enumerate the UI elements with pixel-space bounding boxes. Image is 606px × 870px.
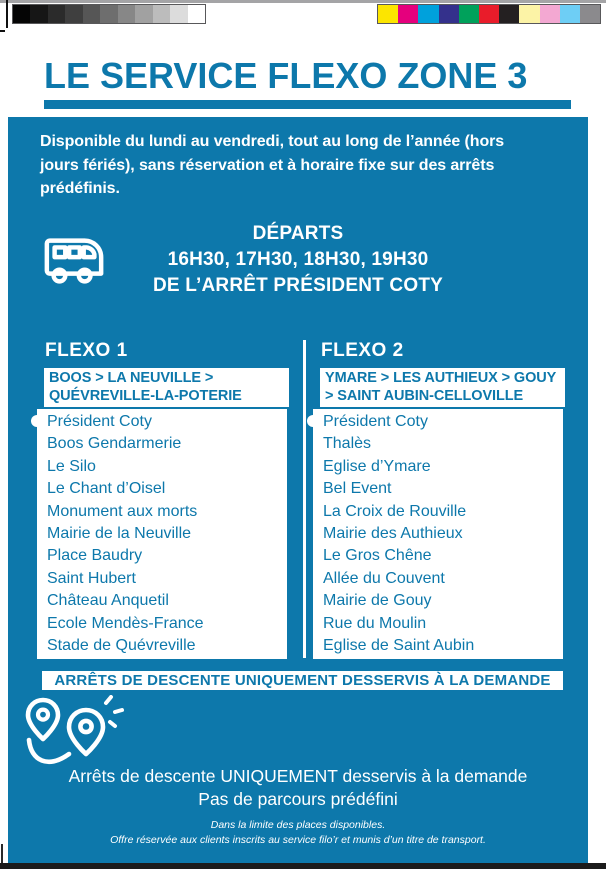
- crop-mark: [0, 30, 5, 32]
- stop-item: Le Silo: [47, 457, 96, 475]
- flexo2-column: [313, 338, 571, 778]
- calibration-swatch: [13, 5, 30, 23]
- stop-item: Mairie des Authieux: [323, 525, 463, 543]
- route-line: BOOS > LA NEUVILLE >: [49, 370, 214, 386]
- stop-item: Ecole Mendès-France: [47, 614, 204, 632]
- calibration-swatch: [398, 5, 418, 23]
- stop-item: Président Coty: [323, 413, 428, 430]
- stop-item: Place Baudry: [47, 547, 143, 565]
- calibration-swatch: [580, 5, 600, 23]
- crop-mark: [6, 0, 8, 28]
- stop-item: Le Chant d’Oisel: [47, 480, 166, 498]
- departures-times: 16H30, 17H30, 18H30, 19H30: [167, 249, 429, 270]
- flexo1-title: FLEXO 1: [45, 340, 128, 361]
- fine-print-line: Offre réservée aux clients inscrits au service filo’r et munis d’un titre de transport.: [110, 834, 486, 846]
- stop-item: La Croix de Rouville: [323, 502, 467, 520]
- flexo1-stops-list: [47, 411, 287, 657]
- intro-text: [40, 130, 504, 201]
- page-title: LE SERVICE FLEXO ZONE 3: [44, 55, 528, 96]
- top-strip: [0, 0, 606, 3]
- calibration-swatch: [30, 5, 47, 23]
- intro-line: jours fériés), sans réservation et à horaire fixe sur des arrêts: [40, 156, 495, 174]
- grayscale-calibration-bar: [12, 4, 206, 24]
- calibration-swatch: [499, 5, 519, 23]
- intro-line: prédéfinis.: [40, 180, 120, 197]
- crop-mark: [1, 844, 3, 863]
- flexo1-stops-box: [37, 409, 287, 659]
- calibration-swatch: [48, 5, 65, 23]
- route-line: QUÉVREVILLE-LA-POTERIE: [49, 387, 242, 404]
- stop-item: Eglise de Saint Aubin: [323, 637, 475, 655]
- stop-item: Le Gros Chêne: [323, 547, 432, 565]
- calibration-swatch: [100, 5, 117, 23]
- stop-item: Président Coty: [47, 413, 152, 430]
- note-line: Arrêts de descente UNIQUEMENT desservis à la demande: [68, 766, 528, 786]
- stop-item: Château Anquetil: [47, 592, 169, 610]
- stop-item: Mairie de Gouy: [323, 592, 432, 610]
- calibration-swatch: [83, 5, 100, 23]
- stop-item: Saint Hubert: [47, 569, 136, 587]
- flexo1-route-box: [44, 368, 289, 407]
- flexo2-stops-list: [323, 411, 563, 657]
- note-block: [8, 765, 588, 811]
- bottom-black-bar: [0, 863, 606, 869]
- calibration-swatch: [418, 5, 438, 23]
- stop-item: Bel Event: [323, 480, 392, 498]
- fine-print-line: Dans la limite des places disponibles.: [210, 819, 386, 831]
- departures-origin: DE L’ARRÊT PRÉSIDENT COTY: [152, 275, 444, 296]
- departures-heading: DÉPARTS: [252, 223, 344, 244]
- content-panel: [8, 117, 588, 863]
- calibration-swatch: [540, 5, 560, 23]
- flexo2-route-box: [320, 368, 565, 407]
- stop-item: Stade de Quévreville: [47, 637, 196, 655]
- calibration-swatch: [560, 5, 580, 23]
- stop-item: Monument aux morts: [47, 502, 198, 520]
- stop-item: Allée du Couvent: [323, 569, 445, 587]
- departures-block: [8, 221, 588, 299]
- stop-item: Boos Gendarmerie: [47, 435, 182, 453]
- flexo2-title: FLEXO 2: [321, 340, 404, 361]
- title-underline: [44, 100, 571, 109]
- demand-banner: ARRÊTS DE DESCENTE UNIQUEMENT DESSERVIS À LA DEMANDE: [42, 671, 563, 690]
- fine-print: [8, 818, 588, 848]
- calibration-swatch: [118, 5, 135, 23]
- calibration-swatch: [188, 5, 205, 23]
- calibration-swatch: [479, 5, 499, 23]
- color-calibration-bar: [377, 4, 601, 24]
- column-divider: [303, 340, 306, 658]
- stop-item: Rue du Moulin: [323, 614, 427, 632]
- intro-line: Disponible du lundi au vendredi, tout au long de l’année (hors: [40, 133, 505, 150]
- calibration-swatch: [135, 5, 152, 23]
- route-line: YMARE > LES AUTHIEUX > GOUY: [325, 370, 557, 386]
- calibration-swatch: [170, 5, 187, 23]
- calibration-swatch: [459, 5, 479, 23]
- calibration-swatch: [65, 5, 82, 23]
- note-line: Pas de parcours prédéfini: [198, 789, 398, 809]
- stop-item: Eglise d’Ymare: [323, 457, 431, 475]
- route-line: > SAINT AUBIN-CELLOVILLE: [325, 387, 524, 404]
- flexo2-stops-box: [313, 409, 563, 659]
- stop-item: Mairie de la Neuville: [47, 525, 192, 543]
- stop-item: Thalès: [323, 435, 372, 453]
- calibration-swatch: [153, 5, 170, 23]
- calibration-swatch: [519, 5, 539, 23]
- calibration-swatch: [439, 5, 459, 23]
- calibration-swatch: [378, 5, 398, 23]
